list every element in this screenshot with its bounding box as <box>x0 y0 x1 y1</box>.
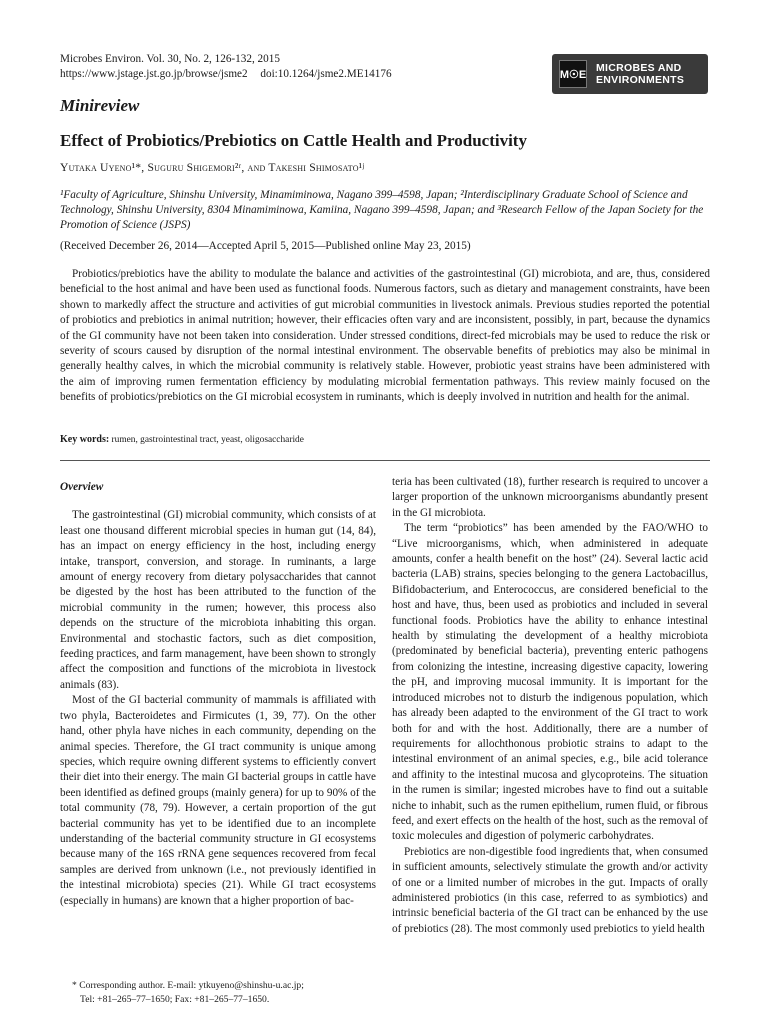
body-paragraph: Most of the GI bacterial community of mammals is affiliated with two phyla, Bacteroidetes and Firmicutes (1, 39, 77). On the other hand, other phyla have niches in each community, depending on the animal species. Therefore, the GI tract community is unique among species, which require owning different systems to efficiently convert their diet into their energy. The main GI bacterial groups in cattle have been identified as defined groups (mainly genera) for up to 90% of the total community (78, 79). However, a certain proportion of the gut bacterial community has yet to be identified due to an incomplete understanding of the bacterial community structure in GI ecosystems because many of the 16S rRNA gene sequences recovered from fecal samples are derived from unknown (i.e., not previously identified in the intestinal microbiota) species (21). While GI tract ecosystems (especially in humans) are known that a higher proportion of bac- <box>60 694 376 907</box>
body-paragraph: The gastrointestinal (GI) microbial community, which consists of at least one thousand different microbial species in human gut (14, 84), has an impact on energy efficiency in the host, including energy intake, transport, conversion, and storage. In ruminants, a large amount of energy recovery from dietary polysaccharides that cannot be digested by the host has been attributed to the function of the microbial community in the rumen; however, this process also depends on the structure of the microbiota inhabiting this organ. Environmental and stochastic factors, such as diet composition, feeding practices, and farm management, have been shown to strongly affect the composition and functions of the microbiota in livestock animals (83). <box>60 509 376 691</box>
journal-header <box>60 52 402 81</box>
section-heading: Overview <box>60 481 104 493</box>
article-title: Effect of Probiotics/Prebiotics on Cattle Health and Productivity <box>60 131 527 150</box>
corresponding-author-footnote <box>72 979 304 1006</box>
journal-logo-name: MICROBES AND ENVIRONMENTS <box>596 62 685 86</box>
abstract: Probiotics/prebiotics have the ability to modulate the balance and activities of the gastrointestinal (GI) microbiota, and are, thus, considered beneficial to the host animal and have been used as functional foods. Numerous factors, such as dietary and management constraints, have been shown to markedly affect the structure and activities of gut microbial communities in livestock animals. Previous studies reported the potential of probiotics and prebiotics in animal nutrition; however, their efficacies often vary and are inconsistent, possibly, in part, because the dynamics of the GI community have not been taken into consideration. Under stressed conditions, direct-fed microbials may be used to reduce the risk or severity of scours caused by disruption of the normal intestinal environment. The observable benefits of prebiotics may also be minimal in generally healthy calves, in which the microbial community is relatively stable. However, probiotic yeast strains have been administered with the aim of improving rumen fermentation efficiency by modulating microbial fermentation pathways. This review mainly focused on the benefits of probiotics/prebiotics on the GI microbial ecosystem in ruminants, which is deeply involved in nutrition and health for the animal. <box>60 268 710 404</box>
journal-citation: Microbes Environ. Vol. 30, No. 2, 126-132, 2015 <box>60 53 280 65</box>
author-list: Yutaka Uyeno¹*, Suguru Shigemori²ʳ, and Takeshi Shimosato¹ʲ <box>60 161 365 174</box>
footnote-phone: Tel: +81–265–77–1650; Fax: +81–265–77–1650. <box>80 993 270 1005</box>
keywords-list: rumen, gastrointestinal tract, yeast, oligosaccharide <box>111 435 304 445</box>
left-column <box>60 478 376 909</box>
footnote-email: * Corresponding author. E-mail: ytkuyeno@shinshu-u.ac.jp; <box>72 980 304 991</box>
article-type: Minireview <box>60 96 140 115</box>
section-divider <box>60 460 710 461</box>
body-paragraph: The term “probiotics” has been amended by the FAO/WHO to “Live microorganisms, which, when administered in adequate amounts, confer a health benefit on the host” (24). Several lactic acid bacteria (LAB) strains, species belonging to the genera Lactobacillus, Bifidobacterium, and Enterococcus, are considered beneficial to the host and have, thus, been used as probiotics and included in several functional foods. Probiotics have the ability to enhance intestinal health by stimulating the development of a healthy microbiota (predominated by beneficial bacteria), preventing enteric pathogens from colonizing the intestine, increasing digestive capacity, lowering the pH, and improving mucosal immunity. It is important for the introduced microbes not to disturb the indigenous population, which has already been adapted to the environment of the GI tract to work both for and with the host. Additionally, there are a number of requirements for allochthonous probiotic strains to adapt to the intestinal environment of an animal species, e.g., bile acid tolerance and affinity to the intestinal mucosa and glycoproteins. The situation in the rumen is similar; ingested microbes have to find out a suitable niche to inhabit, such as the rumen epithelium, rumen fluid, or fibrous feed, and exert effects on the health of the host, such as the removal of toxic molecules and digestion of polymeric carbohydrates. <box>392 522 708 843</box>
right-column <box>392 475 708 937</box>
body-paragraph: Prebiotics are non-digestible food ingredients that, when consumed in sufficient amounts, selectively stimulate the growth and/or activity of one or a limited number of microbes in the gut. Impacts of orally administered probiotics (in this case, referred to as symbiotics) and intrinsic beneficial bacteria of the GI tract can be enhanced by the use of prebiotics (28). The most commonly used prebiotics to yield health <box>392 845 708 935</box>
received-dates: (Received December 26, 2014—Accepted April 5, 2015—Published online May 23, 2015) <box>60 240 471 252</box>
journal-logo-mark-icon: M☉E <box>559 60 587 88</box>
keywords <box>60 434 710 445</box>
body-paragraph: teria has been cultivated (18), further research is required to uncover a larger proportion of the unknown microorganisms abundantly present in the GI microbiota. <box>392 476 708 519</box>
doi-text: doi:10.1264/jsme2.ME14176 <box>260 67 392 80</box>
journal-url-link[interactable]: https://www.jstage.jst.go.jp/browse/jsme2 <box>60 67 248 80</box>
journal-links <box>60 67 402 82</box>
keywords-label: Key words: <box>60 434 110 445</box>
affiliations: ¹Faculty of Agriculture, Shinshu University, Minamiminowa, Nagano 399–4598, Japan; ²Interdisciplinary Graduate School of Science and Technology, Shinshu University, 8304 Minamiminowa, Kamiina, Nagano 399–4598, Japan; and ³Research Fellow of the Japan Society for the Promotion of Science (JSPS) <box>60 189 704 232</box>
journal-logo <box>552 54 708 94</box>
